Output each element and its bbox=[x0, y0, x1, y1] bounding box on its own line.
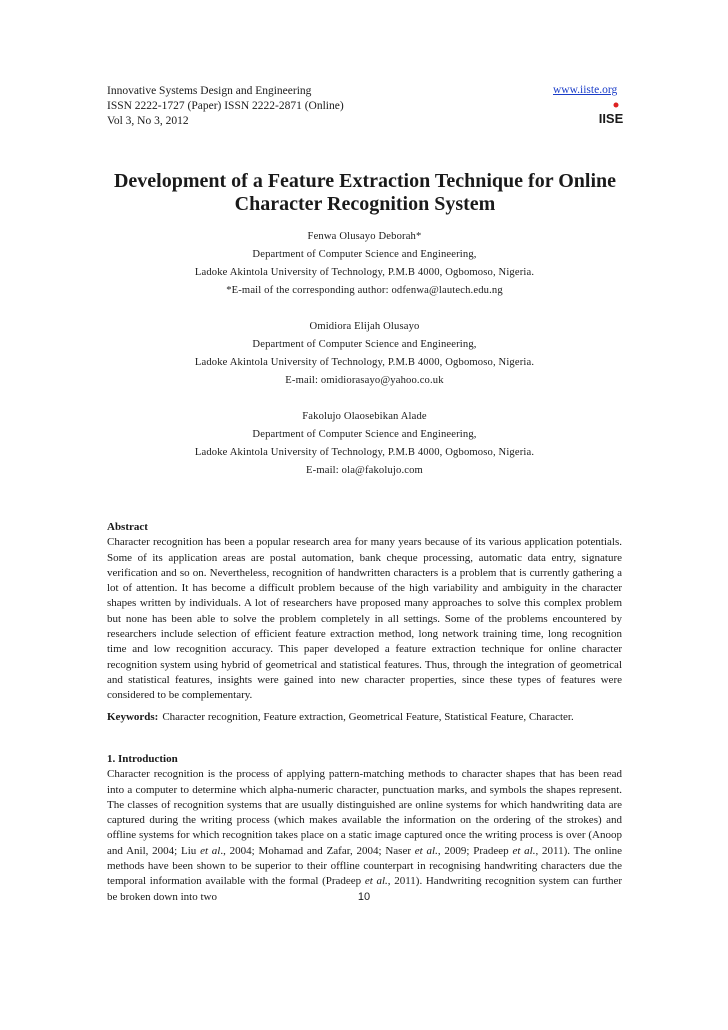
author-list bbox=[107, 228, 622, 498]
page-number: 10 bbox=[357, 891, 371, 903]
abstract-heading: Abstract bbox=[107, 521, 148, 533]
author-block bbox=[107, 228, 622, 300]
author-university: Ladoke Akintola University of Technology, P.M.B 4000, Ogbomoso, Nigeria. bbox=[194, 357, 535, 368]
author-block bbox=[107, 408, 622, 480]
paper-title: Development of a Feature Extraction Technique for Online Character Recognition System bbox=[113, 170, 616, 215]
journal-header bbox=[107, 84, 344, 129]
author-university: Ladoke Akintola University of Technology, P.M.B 4000, Ogbomoso, Nigeria. bbox=[194, 447, 535, 458]
keywords-line bbox=[107, 711, 622, 723]
abstract-section bbox=[107, 520, 622, 704]
introduction-paragraph: Character recognition is the process of applying pattern-matching methods to character shapes that has been read into a computer to determine which alpha-numeric character, punctuation marks, and symbols the shapes represent. The classes of recognition systems that are usually distinguished are online systems for which handwriting data are captured during the writing process (which makes available the information on the ordering of the strokes) and offline systems for which recognition takes place on a static image captured once the writing process is over (Anoop and Anil, 2004; Liu et al., 2004; Mohamad and Zafar, 2004; Naser et al., 2009; Pradeep et al., 2011). The online methods have been shown to be superior to their offline counterpart in recognising handwriting characters due the temporal information available with the formal (Pradeep et al., 2011). Handwriting recognition system can further be broken down into two bbox=[107, 768, 623, 903]
author-name: Fenwa Olusayo Deborah* bbox=[307, 231, 422, 242]
author-email: E-mail: omidiorasayo@yahoo.co.uk bbox=[285, 375, 444, 386]
author-block bbox=[107, 318, 622, 390]
svg-text:IISE: IISE bbox=[598, 111, 624, 126]
journal-volume: Vol 3, No 3, 2012 bbox=[107, 115, 189, 127]
author-name: Omidiora Elijah Olusayo bbox=[309, 321, 420, 332]
journal-issn: ISSN 2222-1727 (Paper) ISSN 2222-2871 (Online) bbox=[107, 100, 344, 112]
author-department: Department of Computer Science and Engineering, bbox=[252, 249, 477, 260]
keywords-text: Character recognition, Feature extraction, Geometrical Feature, Statistical Feature, Character. bbox=[162, 711, 574, 723]
author-email: *E-mail of the corresponding author: odfenwa@lautech.edu.ng bbox=[226, 285, 503, 296]
introduction-heading: 1. Introduction bbox=[107, 753, 178, 765]
abstract-text: Character recognition has been a popular research area for many years because of its various application potentials. Some of its application areas are postal automation, bank cheque processing, automatic data entry, signature verification and so on. Nevertheless, recognition of handwritten characters is a problem that is currently gathering a lot of attention. It has become a difficult problem because of the high variability and ambiguity in the character shapes written by individuals. A lot of researchers have proposed many approaches to solve this complex problem but none has been able to solve the problem completely in all settings. Some of the problems encountered by researchers include selection of efficient feature extraction method, long network training time, long recognition time and low recognition accuracy. This paper developed a feature extraction technique for online character recognition system using hybrid of geometrical and statistical features. Thus, through the integration of geometrical and statistical features, insights were gained into new character properties, since these types of features were considered to be complementary. bbox=[107, 536, 622, 702]
author-department: Department of Computer Science and Engineering, bbox=[252, 429, 477, 440]
author-department: Department of Computer Science and Engineering, bbox=[252, 339, 477, 350]
iiste-logo-icon bbox=[596, 100, 626, 130]
author-email: E-mail: ola@fakolujo.com bbox=[306, 465, 423, 476]
journal-url-link[interactable]: www.iiste.org bbox=[553, 84, 618, 96]
introduction-section bbox=[107, 752, 622, 905]
author-name: Fakolujo Olaosebikan Alade bbox=[302, 411, 427, 422]
author-university: Ladoke Akintola University of Technology, P.M.B 4000, Ogbomoso, Nigeria. bbox=[194, 267, 535, 278]
keywords-label: Keywords: bbox=[107, 711, 159, 723]
journal-name: Innovative Systems Design and Engineering bbox=[107, 85, 312, 97]
